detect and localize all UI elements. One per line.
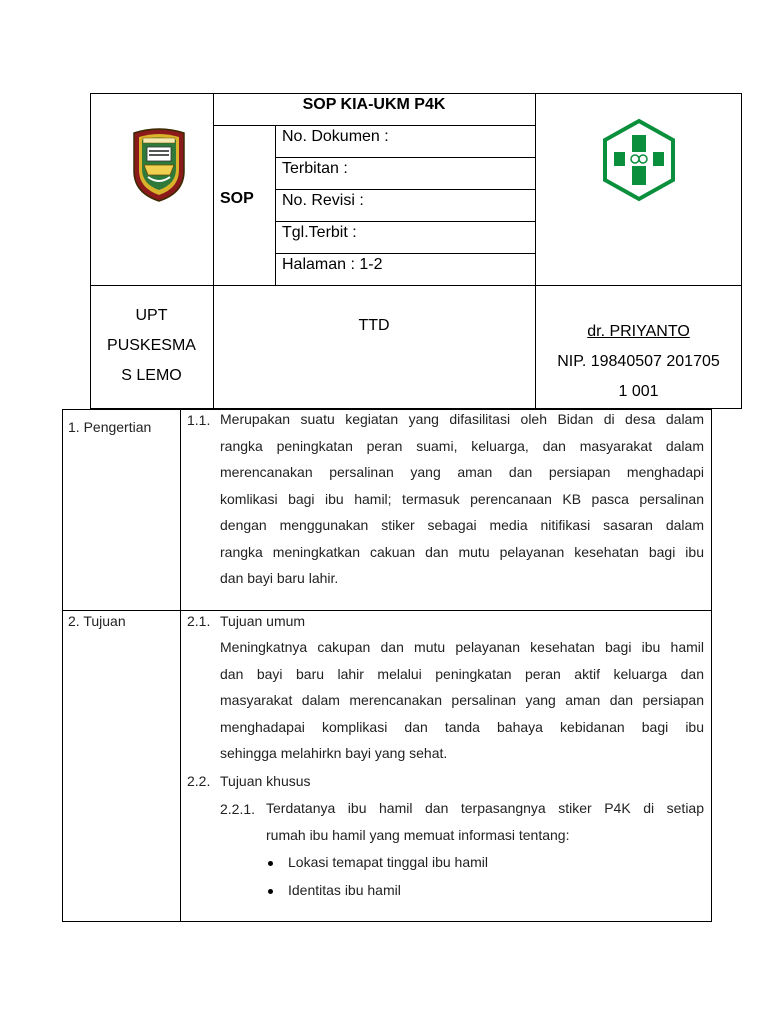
paragraph-line: merencanakan persalinan yang aman dan persiapan menghadapi	[220, 464, 704, 480]
org-name-line: S LEMO	[121, 367, 182, 384]
puskesmas-logo-icon	[601, 118, 677, 202]
paragraph-line: rangka meningkatkan cakuan dan mutu pelayanan kesehatan bagi ibu	[220, 543, 704, 560]
field-halaman: Halaman : 1-2	[282, 256, 383, 273]
paragraph-line: menghadapai komplikasi dan tanda bahaya kebidanan bagi ibu	[220, 718, 704, 735]
section-label-pengertian: 1. Pengertian	[68, 419, 152, 435]
bullet-item: Lokasi temapat tinggal ibu hamil	[288, 854, 489, 870]
org-name	[90, 301, 213, 391]
header-divider	[275, 253, 535, 254]
content-divider	[180, 409, 181, 922]
sop-label: SOP	[220, 190, 254, 207]
pengertian-paragraph	[220, 406, 704, 592]
signer-name: dr. PRIYANTO	[587, 323, 690, 340]
content-divider	[62, 610, 712, 611]
header-divider	[275, 189, 535, 190]
field-no-revisi: No. Revisi :	[282, 192, 364, 209]
paragraph-line: masyarakat dalam merencanakan persalinan yang aman dan persiapan	[220, 692, 704, 708]
regional-emblem-icon	[130, 127, 188, 203]
signer-block	[535, 317, 742, 407]
header-divider	[213, 93, 214, 409]
field-no-dokumen: No. Dokumen :	[282, 128, 389, 145]
section-label-tujuan: 2. Tujuan	[68, 613, 126, 629]
bullet-icon	[268, 889, 273, 894]
signer-nip-cont: 1 001	[618, 383, 659, 400]
field-tgl-terbit: Tgl.Terbit :	[282, 224, 357, 241]
header-divider	[213, 125, 535, 126]
paragraph-line: komlikasi bagi ibu hamil; termasuk perencanaan KB pasca persalinan	[220, 490, 704, 507]
header-divider	[275, 157, 535, 158]
bullet-item: Identitas ibu hamil	[288, 882, 401, 898]
tujuan-khusus-paragraph	[266, 795, 704, 848]
paragraph-line: Terdatanya ibu hamil dan terpasangnya stiker P4K di setiap	[266, 800, 704, 816]
signature-label: TTD	[358, 317, 390, 334]
header-divider	[90, 285, 742, 286]
subheading-tujuan-khusus: Tujuan khusus	[220, 773, 311, 789]
paragraph-line: sehingga melahirkn bayi yang sehat.	[220, 745, 448, 761]
field-terbitan: Terbitan :	[282, 160, 348, 177]
paragraph-line: Merupakan suatu kegiatan yang difasilitasi oleh Bidan di desa dalam	[220, 411, 704, 427]
paragraph-line: rumah ibu hamil yang memuat informasi tentang:	[266, 826, 570, 843]
document-title: SOP KIA-UKM P4K	[302, 96, 446, 113]
item-number: 2.1.	[187, 613, 211, 629]
tujuan-umum-paragraph	[220, 634, 704, 767]
header-divider	[275, 221, 535, 222]
bullet-icon	[268, 861, 273, 866]
paragraph-line: dan bayi baru lahir melalui peningkatan peran aktif keluarga dan	[220, 665, 704, 682]
org-name-line: UPT	[135, 307, 168, 324]
paragraph-line: dengan menggunakan stiker sebagai media nitifikasi sasaran dalam	[220, 517, 704, 533]
subheading-tujuan-umum: Tujuan umum	[220, 613, 306, 629]
header-divider	[275, 125, 276, 285]
paragraph-line: rangka peningkatan peran suami, keluarga, dan masyarakat dalam	[220, 437, 704, 454]
paragraph-line: Meningkatnya cakupan dan mutu pelayanan kesehatan bagi ibu hamil	[220, 639, 704, 655]
paragraph-line: dan bayi baru lahir.	[220, 570, 339, 586]
sub-item-number: 2.2.1.	[220, 801, 256, 817]
org-name-line: PUSKESMA	[107, 337, 196, 354]
signer-nip: NIP. 19840507 201705	[557, 353, 720, 370]
item-number: 2.2.	[187, 773, 211, 789]
item-number: 1.1.	[187, 412, 211, 428]
